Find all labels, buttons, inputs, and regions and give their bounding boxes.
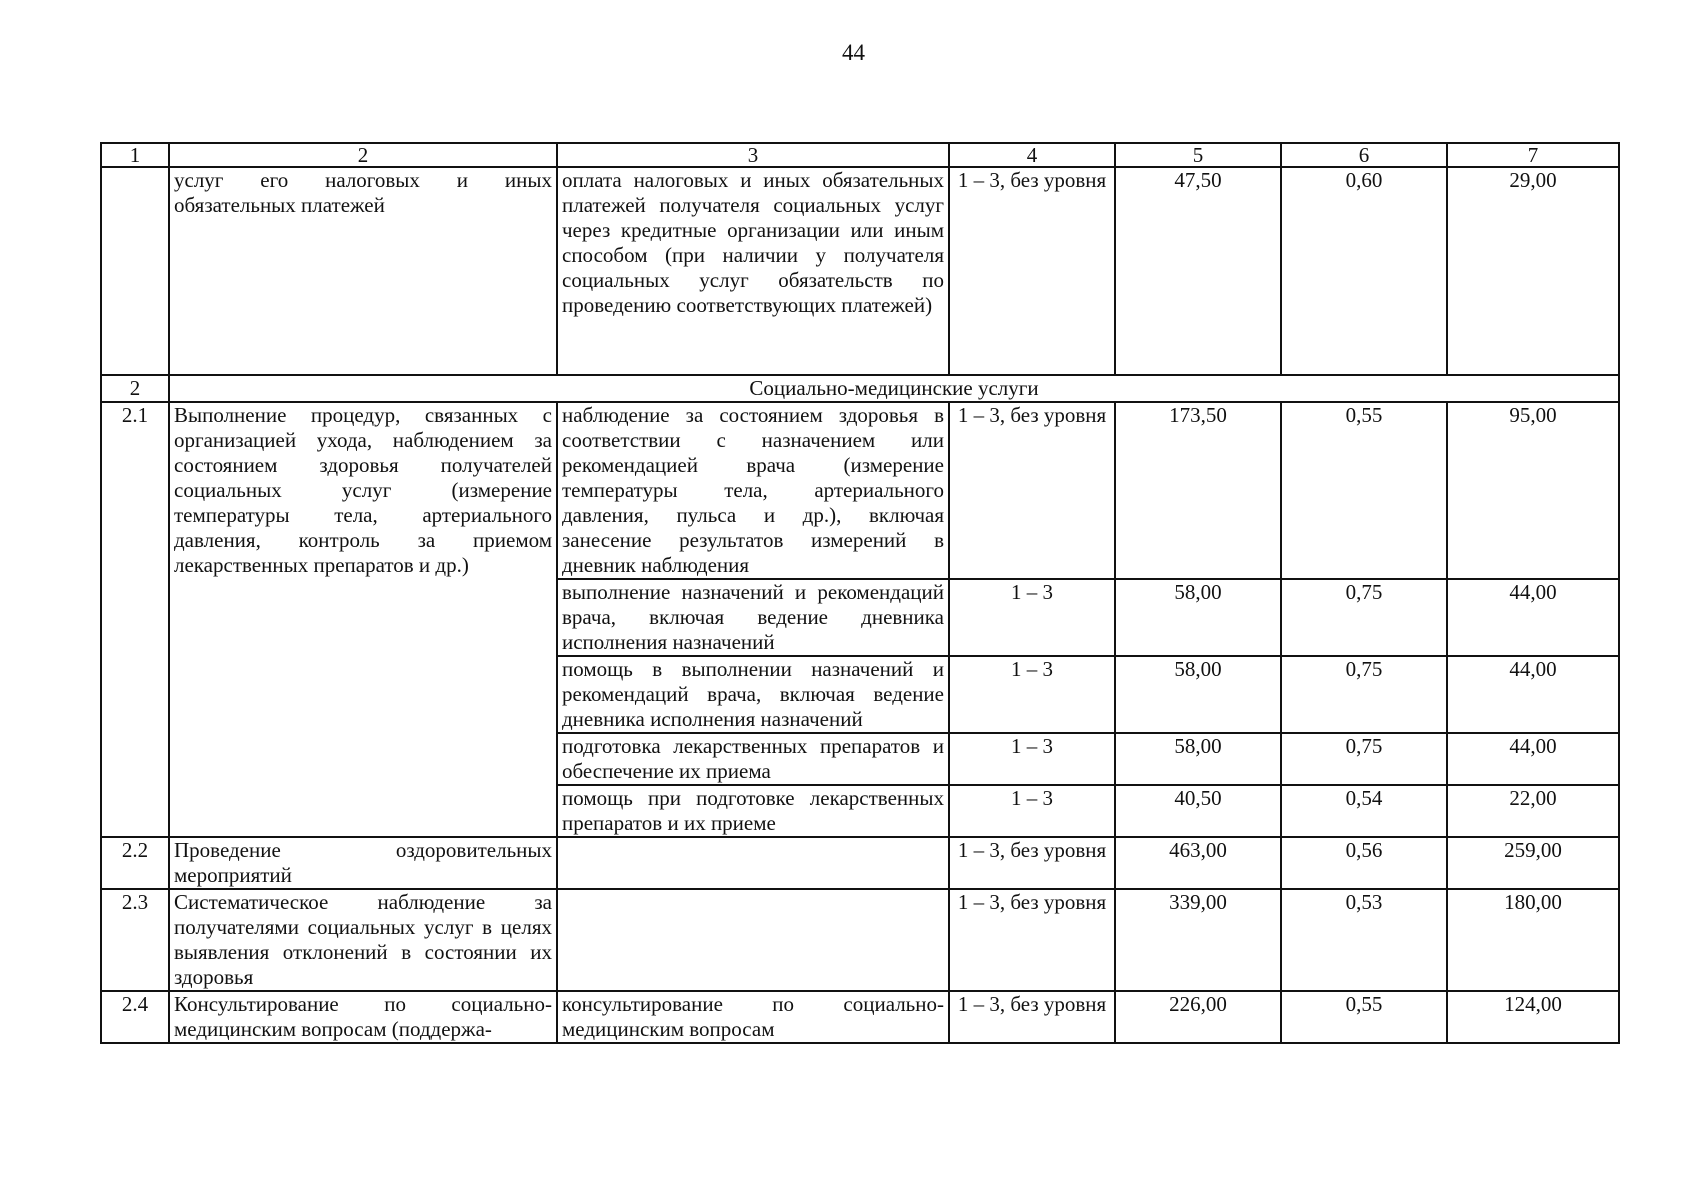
service-level: 1 – 3 <box>949 656 1115 733</box>
value-col-7: 180,00 <box>1447 889 1619 991</box>
service-description: консультирование по социально-медицинским вопросам <box>557 991 949 1043</box>
header-cell-2: 2 <box>169 143 557 167</box>
value-col-5: 339,00 <box>1115 889 1281 991</box>
value-col-7: 124,00 <box>1447 991 1619 1043</box>
header-cell-1: 1 <box>101 143 169 167</box>
service-name: Проведение оздоровительных мероприятий <box>169 837 557 889</box>
service-name: Консультирование по социально-медицинским вопросам (поддержа- <box>169 991 557 1043</box>
value-col-6: 0,75 <box>1281 656 1447 733</box>
value-col-6: 0,75 <box>1281 733 1447 785</box>
service-level: 1 – 3, без уровня <box>949 837 1115 889</box>
row-number: 2.1 <box>101 402 169 837</box>
service-level: 1 – 3, без уровня <box>949 167 1115 375</box>
services-table <box>100 142 1620 1044</box>
value-col-5: 173,50 <box>1115 402 1281 579</box>
value-col-7: 22,00 <box>1447 785 1619 837</box>
table-row <box>101 167 1619 375</box>
value-col-7: 44,00 <box>1447 733 1619 785</box>
header-cell-5: 5 <box>1115 143 1281 167</box>
service-level: 1 – 3, без уровня <box>949 991 1115 1043</box>
value-col-7: 44,00 <box>1447 579 1619 656</box>
table-row <box>101 837 1619 889</box>
service-name: Систематическое наблюдение за получателями социальных услуг в целях выявления отклонений в состоянии их здоровья <box>169 889 557 991</box>
service-level: 1 – 3, без уровня <box>949 402 1115 579</box>
header-cell-6: 6 <box>1281 143 1447 167</box>
value-col-6: 0,75 <box>1281 579 1447 656</box>
service-level: 1 – 3 <box>949 785 1115 837</box>
value-col-6: 0,54 <box>1281 785 1447 837</box>
header-cell-3: 3 <box>557 143 949 167</box>
service-description: оплата налоговых и иных обязательных платежей получателя социальных услуг через кредитные организации или иным способом (при наличии у получателя социальных услуг обязательств по проведению соответствующих платежей) <box>557 167 949 375</box>
service-level: 1 – 3, без уровня <box>949 889 1115 991</box>
value-col-6: 0,55 <box>1281 991 1447 1043</box>
section-number: 2 <box>101 375 169 402</box>
value-col-7: 29,00 <box>1447 167 1619 375</box>
table-row <box>101 402 1619 579</box>
value-col-7: 259,00 <box>1447 837 1619 889</box>
value-col-5: 58,00 <box>1115 656 1281 733</box>
row-number: 2.3 <box>101 889 169 991</box>
service-description <box>557 837 949 889</box>
service-name: Выполнение процедур, связанных с организацией ухода, наблюдением за состоянием здоровья получателей социальных услуг (измерение температуры тела, артериального давления, контроль за приемом лекарственных препаратов и др.) <box>169 402 557 837</box>
header-row <box>101 143 1619 167</box>
header-cell-4: 4 <box>949 143 1115 167</box>
value-col-6: 0,56 <box>1281 837 1447 889</box>
table-row <box>101 889 1619 991</box>
value-col-6: 0,55 <box>1281 402 1447 579</box>
value-col-5: 40,50 <box>1115 785 1281 837</box>
value-col-6: 0,60 <box>1281 167 1447 375</box>
service-description <box>557 889 949 991</box>
value-col-7: 44,00 <box>1447 656 1619 733</box>
service-description: наблюдение за состоянием здоровья в соответствии с назначением или рекомендацией врача (измерение температуры тела, артериального давления, пульса и др.), включая занесение результатов измерений в дневник наблюдения <box>557 402 949 579</box>
section-title: Социально-медицинские услуги <box>169 375 1619 402</box>
row-number <box>101 167 169 375</box>
table-row <box>101 991 1619 1043</box>
value-col-5: 58,00 <box>1115 733 1281 785</box>
value-col-5: 463,00 <box>1115 837 1281 889</box>
service-description: помощь в выполнении назначений и рекомендаций врача, включая ведение дневника исполнения назначений <box>557 656 949 733</box>
value-col-5: 47,50 <box>1115 167 1281 375</box>
section-row <box>101 375 1619 402</box>
service-description: подготовка лекарственных препаратов и обеспечение их приема <box>557 733 949 785</box>
row-number: 2.2 <box>101 837 169 889</box>
page-number: 44 <box>842 40 865 65</box>
row-number: 2.4 <box>101 991 169 1043</box>
value-col-6: 0,53 <box>1281 889 1447 991</box>
service-description: помощь при подготовке лекарственных препаратов и их приеме <box>557 785 949 837</box>
value-col-7: 95,00 <box>1447 402 1619 579</box>
header-cell-7: 7 <box>1447 143 1619 167</box>
service-description: выполнение назначений и рекомендаций врача, включая ведение дневника исполнения назначений <box>557 579 949 656</box>
service-level: 1 – 3 <box>949 733 1115 785</box>
value-col-5: 226,00 <box>1115 991 1281 1043</box>
value-col-5: 58,00 <box>1115 579 1281 656</box>
service-level: 1 – 3 <box>949 579 1115 656</box>
service-name: услуг его налоговых и иных обязательных платежей <box>169 167 557 375</box>
